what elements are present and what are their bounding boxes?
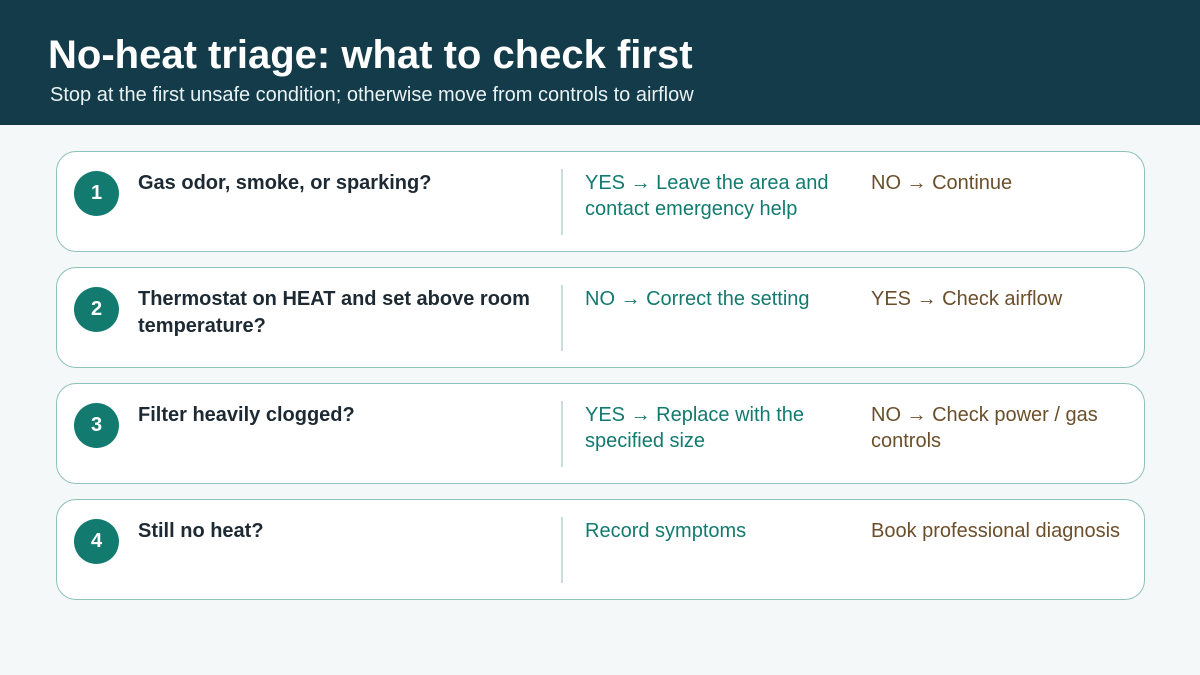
step-outcome-secondary: NO → Check power / gas controls xyxy=(871,404,1098,452)
step-outcome-primary: YES → Replace with the specified size xyxy=(585,404,804,452)
page-title: No-heat triage: what to check first xyxy=(48,33,693,77)
step-divider xyxy=(561,401,563,467)
step-outcome-primary: NO → Correct the setting xyxy=(585,288,810,310)
triage-step-2 xyxy=(56,267,1145,368)
step-outcome-primary: YES → Leave the area and contact emergency help xyxy=(585,172,829,220)
step-question: Thermostat on HEAT and set above room temperature? xyxy=(138,288,530,337)
step-outcome-secondary: NO → Continue xyxy=(871,172,1013,194)
header-banner xyxy=(0,0,1200,125)
step-outcome-secondary: YES → Check airflow xyxy=(871,288,1063,310)
step-number-badge: 3 xyxy=(74,403,119,448)
triage-step-1 xyxy=(56,151,1145,252)
step-outcome-primary: Record symptoms xyxy=(585,520,747,542)
step-outcome-secondary: Book professional diagnosis xyxy=(871,520,1121,542)
step-question: Filter heavily clogged? xyxy=(138,404,355,426)
step-divider xyxy=(561,169,563,235)
triage-step-3 xyxy=(56,383,1145,484)
step-divider xyxy=(561,517,563,583)
step-divider xyxy=(561,285,563,351)
step-question: Gas odor, smoke, or sparking? xyxy=(138,172,432,194)
step-number-badge: 2 xyxy=(74,287,119,332)
triage-step-4 xyxy=(56,499,1145,600)
step-number-badge: 4 xyxy=(74,519,119,564)
page-subtitle: Stop at the first unsafe condition; otherwise move from controls to airflow xyxy=(50,84,694,106)
step-question: Still no heat? xyxy=(138,520,264,542)
step-number-badge: 1 xyxy=(74,171,119,216)
